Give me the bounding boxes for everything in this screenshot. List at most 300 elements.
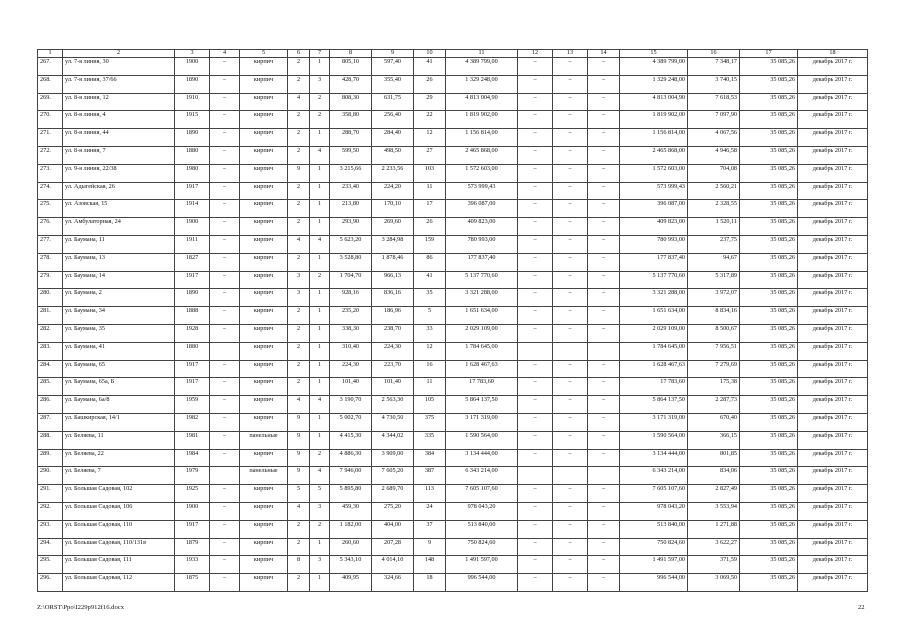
year-built-cell: 1925 (175, 485, 210, 503)
column-number-header-row (38, 50, 868, 58)
residents-cell: 35 (414, 289, 446, 307)
cost-col-13-cell: – (553, 200, 588, 218)
total-area-cell: 5 002,70 (330, 413, 372, 431)
living-area-cell: 4 730,50 (372, 413, 414, 431)
cost-col-13-cell: – (553, 413, 588, 431)
total-cost-cell: 2 029 109,00 (446, 324, 518, 342)
residents-cell: 12 (414, 342, 446, 360)
total-area-cell: 4 886,30 (330, 449, 372, 467)
total-area-cell: 293,90 (330, 218, 372, 236)
year-built-cell: 1910 (175, 93, 210, 111)
year-reconstructed-cell: – (210, 431, 240, 449)
row-number-cell: 285. (38, 378, 63, 396)
living-area-cell: 4 014,10 (372, 556, 414, 574)
cost-col-12-cell: – (518, 93, 553, 111)
floors-cell: 2 (288, 360, 310, 378)
floors-cell: 2 (288, 538, 310, 556)
total-cost-cell: 750 824,60 (446, 538, 518, 556)
cost-per-sqm-cell: 2 328,55 (688, 200, 740, 218)
floors-cell: 2 (288, 200, 310, 218)
row-number-cell: 282. (38, 324, 63, 342)
year-reconstructed-cell: – (210, 502, 240, 520)
deadline-cell: декабрь 2017 г. (798, 129, 868, 147)
cost-total-cell: 1 628 467,63 (620, 360, 688, 378)
residents-cell: 26 (414, 75, 446, 93)
entrances-cell: 1 (310, 324, 330, 342)
floors-cell: 4 (288, 235, 310, 253)
year-reconstructed-cell: – (210, 556, 240, 574)
entrances-cell: 1 (310, 218, 330, 236)
table-row (38, 253, 868, 271)
cost-col-13-cell: – (553, 378, 588, 396)
floors-cell: 2 (288, 520, 310, 538)
column-header-8: 8 (330, 50, 372, 58)
floors-cell: 9 (288, 431, 310, 449)
cost-col-12-cell: – (518, 520, 553, 538)
limit-cost-per-sqm-cell: 35 085,26 (740, 342, 798, 360)
year-reconstructed-cell: – (210, 413, 240, 431)
address-cell: ул. Азовская, 15 (63, 200, 175, 218)
residents-cell: 159 (414, 235, 446, 253)
column-header-6: 6 (288, 50, 310, 58)
cost-col-14-cell: – (588, 324, 620, 342)
limit-cost-per-sqm-cell: 35 085,26 (740, 58, 798, 76)
limit-cost-per-sqm-cell: 35 085,26 (740, 182, 798, 200)
deadline-cell: декабрь 2017 г. (798, 360, 868, 378)
year-built-cell: 1982 (175, 413, 210, 431)
cost-col-12-cell: – (518, 182, 553, 200)
living-area-cell: 498,50 (372, 146, 414, 164)
year-reconstructed-cell: – (210, 182, 240, 200)
address-cell: ул. Большая Садовая, 110/131в (63, 538, 175, 556)
cost-col-14-cell: – (588, 360, 620, 378)
year-reconstructed-cell: – (210, 360, 240, 378)
address-cell: ул. Беляева, 11 (63, 431, 175, 449)
cost-col-12-cell: – (518, 75, 553, 93)
row-number-cell: 271. (38, 129, 63, 147)
total-cost-cell: 1 819 902,00 (446, 111, 518, 129)
cost-col-12-cell: – (518, 324, 553, 342)
deadline-cell: декабрь 2017 г. (798, 146, 868, 164)
floors-cell: 2 (288, 324, 310, 342)
residents-cell: 18 (414, 574, 446, 592)
cost-col-14-cell: – (588, 129, 620, 147)
wall-material-cell: кирпич (240, 218, 288, 236)
cost-col-13-cell: – (553, 538, 588, 556)
row-number-cell: 281. (38, 307, 63, 325)
year-built-cell: 1981 (175, 431, 210, 449)
limit-cost-per-sqm-cell: 35 085,26 (740, 556, 798, 574)
cost-col-12-cell: – (518, 218, 553, 236)
cost-total-cell: 1 651 634,00 (620, 307, 688, 325)
address-cell: ул. Баумана, 65а, Б (63, 378, 175, 396)
table-row (38, 235, 868, 253)
total-cost-cell: 2 465 868,00 (446, 146, 518, 164)
entrances-cell: 1 (310, 200, 330, 218)
entrances-cell: 2 (310, 111, 330, 129)
limit-cost-per-sqm-cell: 35 085,26 (740, 164, 798, 182)
deadline-cell: декабрь 2017 г. (798, 93, 868, 111)
residents-cell: 29 (414, 93, 446, 111)
cost-total-cell: 1 590 564,00 (620, 431, 688, 449)
residents-cell: 27 (414, 146, 446, 164)
cost-col-12-cell: – (518, 360, 553, 378)
year-built-cell: 1917 (175, 271, 210, 289)
floors-cell: 9 (288, 467, 310, 485)
cost-total-cell: 7 605 107,60 (620, 485, 688, 503)
cost-col-13-cell (553, 467, 588, 485)
cost-col-14-cell: – (588, 538, 620, 556)
table-row (38, 307, 868, 325)
residents-cell: 148 (414, 556, 446, 574)
table-row (38, 574, 868, 592)
limit-cost-per-sqm-cell: 35 085,26 (740, 413, 798, 431)
deadline-cell: декабрь 2017 г. (798, 182, 868, 200)
entrances-cell: 4 (310, 146, 330, 164)
floors-cell: 9 (288, 164, 310, 182)
cost-total-cell: 177 837,40 (620, 253, 688, 271)
limit-cost-per-sqm-cell: 35 085,26 (740, 307, 798, 325)
residents-cell: 41 (414, 271, 446, 289)
limit-cost-per-sqm-cell: 35 085,26 (740, 324, 798, 342)
limit-cost-per-sqm-cell: 35 085,26 (740, 502, 798, 520)
total-cost-cell: 5 864 137,50 (446, 396, 518, 414)
cost-total-cell: 5 864 137,50 (620, 396, 688, 414)
deadline-cell: декабрь 2017 г. (798, 164, 868, 182)
address-cell: ул. Баумана, 34 (63, 307, 175, 325)
floors-cell: 3 (288, 289, 310, 307)
cost-col-14-cell: – (588, 520, 620, 538)
cost-per-sqm-cell: 801,85 (688, 449, 740, 467)
address-cell: ул. Баумана, 6а/8 (63, 396, 175, 414)
total-area-cell: 3 528,80 (330, 253, 372, 271)
cost-col-13-cell: – (553, 111, 588, 129)
deadline-cell: декабрь 2017 г. (798, 324, 868, 342)
cost-col-12-cell: – (518, 431, 553, 449)
cost-col-13-cell: – (553, 146, 588, 164)
year-built-cell: 1915 (175, 111, 210, 129)
year-built-cell: 1914 (175, 200, 210, 218)
row-number-cell: 284. (38, 360, 63, 378)
address-cell: ул. Беляева, 7 (63, 467, 175, 485)
table-row (38, 342, 868, 360)
residents-cell: 5 (414, 307, 446, 325)
deadline-cell: декабрь 2017 г. (798, 58, 868, 76)
table-row (38, 75, 868, 93)
cost-per-sqm-cell: 371,59 (688, 556, 740, 574)
living-area-cell: 101,40 (372, 378, 414, 396)
table-row (38, 449, 868, 467)
deadline-cell: декабрь 2017 г. (798, 235, 868, 253)
year-built-cell: 1879 (175, 538, 210, 556)
table-row (38, 58, 868, 76)
total-cost-cell: 1 329 248,00 (446, 75, 518, 93)
cost-col-12-cell (518, 467, 553, 485)
deadline-cell: декабрь 2017 г. (798, 271, 868, 289)
row-number-cell: 269. (38, 93, 63, 111)
residents-cell: 86 (414, 253, 446, 271)
cost-col-14-cell: – (588, 413, 620, 431)
year-built-cell: 1984 (175, 449, 210, 467)
column-header-7: 7 (310, 50, 330, 58)
column-header-9: 9 (372, 50, 414, 58)
cost-total-cell: 396 087,00 (620, 200, 688, 218)
cost-total-cell: 4 813 004,90 (620, 93, 688, 111)
wall-material-cell: кирпич (240, 520, 288, 538)
limit-cost-per-sqm-cell: 35 085,26 (740, 218, 798, 236)
column-header-10: 10 (414, 50, 446, 58)
column-header-15: 15 (620, 50, 688, 58)
cost-per-sqm-cell: 670,40 (688, 413, 740, 431)
deadline-cell: декабрь 2017 г. (798, 413, 868, 431)
deadline-cell: декабрь 2017 г. (798, 538, 868, 556)
total-area-cell: 260,60 (330, 538, 372, 556)
floors-cell: 2 (288, 58, 310, 76)
year-reconstructed-cell (210, 342, 240, 360)
total-cost-cell: 4 813 004,90 (446, 93, 518, 111)
total-cost-cell: 573 999,43 (446, 182, 518, 200)
residents-cell: 12 (414, 129, 446, 147)
row-number-cell: 291. (38, 485, 63, 503)
wall-material-cell: кирпич (240, 449, 288, 467)
cost-col-12-cell: – (518, 502, 553, 520)
cost-total-cell: 780 993,00 (620, 235, 688, 253)
cost-col-14-cell: – (588, 574, 620, 592)
living-area-cell: 3 909,00 (372, 449, 414, 467)
row-number-cell: 293. (38, 520, 63, 538)
year-reconstructed-cell: – (210, 129, 240, 147)
wall-material-cell: кирпич (240, 58, 288, 76)
cost-col-14-cell: – (588, 146, 620, 164)
table-row (38, 271, 868, 289)
cost-col-12-cell: – (518, 111, 553, 129)
year-built-cell: 1890 (175, 289, 210, 307)
entrances-cell: 2 (310, 449, 330, 467)
year-built-cell: 1900 (175, 58, 210, 76)
cost-col-12-cell: – (518, 289, 553, 307)
year-reconstructed-cell: – (210, 235, 240, 253)
deadline-cell: декабрь 2017 г. (798, 396, 868, 414)
address-cell: ул. 7-я линия, 30 (63, 58, 175, 76)
wall-material-cell: панельные (240, 431, 288, 449)
wall-material-cell: кирпич (240, 574, 288, 592)
wall-material-cell: панельные (240, 467, 288, 485)
entrances-cell: 1 (310, 182, 330, 200)
living-area-cell: 966,13 (372, 271, 414, 289)
year-built-cell: 1933 (175, 556, 210, 574)
table-row (38, 502, 868, 520)
entrances-cell: 1 (310, 574, 330, 592)
entrances-cell: 2 (310, 271, 330, 289)
cost-per-sqm-cell: 7 279,69 (688, 360, 740, 378)
year-built-cell: 1917 (175, 360, 210, 378)
limit-cost-per-sqm-cell: 35 085,26 (740, 378, 798, 396)
cost-per-sqm-cell: 834,06 (688, 467, 740, 485)
limit-cost-per-sqm-cell: 35 085,26 (740, 235, 798, 253)
wall-material-cell: кирпич (240, 271, 288, 289)
cost-col-14-cell: – (588, 164, 620, 182)
cost-col-12-cell: – (518, 58, 553, 76)
limit-cost-per-sqm-cell: 35 085,26 (740, 271, 798, 289)
row-number-cell: 276. (38, 218, 63, 236)
year-reconstructed-cell: – (210, 271, 240, 289)
floors-cell: 2 (288, 111, 310, 129)
total-cost-cell: 3 171 319,00 (446, 413, 518, 431)
residents-cell: 105 (414, 396, 446, 414)
housing-register-table (37, 49, 868, 592)
total-cost-cell: 3 321 288,00 (446, 289, 518, 307)
year-reconstructed-cell: – (210, 574, 240, 592)
year-built-cell: 1900 (175, 218, 210, 236)
total-area-cell: 5 343,10 (330, 556, 372, 574)
cost-col-14-cell: – (588, 182, 620, 200)
wall-material-cell: кирпич (240, 378, 288, 396)
cost-per-sqm-cell: 2 827,49 (688, 485, 740, 503)
cost-total-cell: 1 784 645,00 (620, 342, 688, 360)
year-built-cell: 1917 (175, 520, 210, 538)
cost-total-cell: 4 389 799,00 (620, 58, 688, 76)
table-row (38, 289, 868, 307)
wall-material-cell: кирпич (240, 360, 288, 378)
row-number-cell: 272. (38, 146, 63, 164)
table-row (38, 431, 868, 449)
total-cost-cell: 1 491 597,00 (446, 556, 518, 574)
address-cell: ул. Баумана, 13 (63, 253, 175, 271)
cost-per-sqm-cell: 8 500,67 (688, 324, 740, 342)
cost-total-cell: 2 465 868,00 (620, 146, 688, 164)
cost-total-cell: 1 819 902,00 (620, 111, 688, 129)
total-cost-cell: 17 783,60 (446, 378, 518, 396)
wall-material-cell: кирпич (240, 182, 288, 200)
year-built-cell: 1928 (175, 324, 210, 342)
deadline-cell: декабрь 2017 г. (798, 485, 868, 503)
wall-material-cell: кирпич (240, 289, 288, 307)
column-header-12: 12 (518, 50, 553, 58)
cost-total-cell: 2 029 109,00 (620, 324, 688, 342)
year-reconstructed-cell: – (210, 218, 240, 236)
living-area-cell: 269,60 (372, 218, 414, 236)
year-reconstructed-cell: – (210, 58, 240, 76)
row-number-cell: 292. (38, 502, 63, 520)
total-cost-cell: 1 590 564,00 (446, 431, 518, 449)
cost-col-12-cell: – (518, 538, 553, 556)
year-built-cell: 1900 (175, 502, 210, 520)
living-area-cell: 836,16 (372, 289, 414, 307)
total-area-cell: 7 946,00 (330, 467, 372, 485)
residents-cell: 22 (414, 111, 446, 129)
deadline-cell: декабрь 2017 г. (798, 253, 868, 271)
limit-cost-per-sqm-cell: 35 085,26 (740, 111, 798, 129)
floors-cell: 2 (288, 129, 310, 147)
table-row (38, 218, 868, 236)
table-row (38, 200, 868, 218)
cost-col-14-cell: – (588, 307, 620, 325)
entrances-cell: 1 (310, 164, 330, 182)
cost-col-13-cell: – (553, 235, 588, 253)
total-cost-cell: 6 343 214,00 (446, 467, 518, 485)
table-row (38, 324, 868, 342)
cost-total-cell: 3 321 288,00 (620, 289, 688, 307)
cost-total-cell: 978 043,20 (620, 502, 688, 520)
total-area-cell: 599,50 (330, 146, 372, 164)
cost-per-sqm-cell: 237,75 (688, 235, 740, 253)
cost-col-13-cell: – (553, 218, 588, 236)
floors-cell: 2 (288, 218, 310, 236)
residents-cell: 11 (414, 378, 446, 396)
total-area-cell: 310,40 (330, 342, 372, 360)
cost-col-14-cell: – (588, 289, 620, 307)
total-area-cell: 428,70 (330, 75, 372, 93)
address-cell: ул. Адыгейская, 26 (63, 182, 175, 200)
cost-col-12-cell (518, 342, 553, 360)
cost-col-13-cell: – (553, 75, 588, 93)
cost-total-cell: 1 156 814,00 (620, 129, 688, 147)
total-cost-cell: 1 572 603,00 (446, 164, 518, 182)
limit-cost-per-sqm-cell: 35 085,26 (740, 520, 798, 538)
total-area-cell: 928,16 (330, 289, 372, 307)
total-area-cell: 213,80 (330, 200, 372, 218)
cost-col-13-cell (553, 342, 588, 360)
limit-cost-per-sqm-cell: 35 085,26 (740, 253, 798, 271)
table-row (38, 129, 868, 147)
year-built-cell: 1880 (175, 146, 210, 164)
cost-col-13-cell: – (553, 58, 588, 76)
residents-cell: 113 (414, 485, 446, 503)
limit-cost-per-sqm-cell: 35 085,26 (740, 467, 798, 485)
year-reconstructed-cell: – (210, 378, 240, 396)
living-area-cell: 355,40 (372, 75, 414, 93)
cost-col-12-cell: – (518, 307, 553, 325)
living-area-cell: 186,96 (372, 307, 414, 325)
living-area-cell: 224,30 (372, 342, 414, 360)
living-area-cell: 275,20 (372, 502, 414, 520)
total-area-cell: 338,30 (330, 324, 372, 342)
deadline-cell: декабрь 2017 г. (798, 431, 868, 449)
cost-col-13-cell: – (553, 271, 588, 289)
total-area-cell: 224,30 (330, 360, 372, 378)
address-cell: ул. 8-я линия, 12 (63, 93, 175, 111)
entrances-cell: 1 (310, 360, 330, 378)
cost-total-cell: 3 134 444,00 (620, 449, 688, 467)
limit-cost-per-sqm-cell: 35 085,26 (740, 538, 798, 556)
year-built-cell: 1888 (175, 307, 210, 325)
year-built-cell: 1875 (175, 574, 210, 592)
cost-per-sqm-cell: 4 946,58 (688, 146, 740, 164)
entrances-cell: 1 (310, 413, 330, 431)
total-cost-cell: 1 784 645,00 (446, 342, 518, 360)
deadline-cell: декабрь 2017 г. (798, 556, 868, 574)
living-area-cell: 224,20 (372, 182, 414, 200)
entrances-cell: 4 (310, 235, 330, 253)
row-number-cell: 278. (38, 253, 63, 271)
cost-total-cell: 3 171 319,00 (620, 413, 688, 431)
residents-cell: 11 (414, 182, 446, 200)
living-area-cell: 3 284,98 (372, 235, 414, 253)
entrances-cell: 3 (310, 556, 330, 574)
living-area-cell: 1 878,46 (372, 253, 414, 271)
entrances-cell: 1 (310, 431, 330, 449)
year-reconstructed-cell: – (210, 75, 240, 93)
living-area-cell: 324,66 (372, 574, 414, 592)
total-cost-cell: 3 134 444,00 (446, 449, 518, 467)
year-reconstructed-cell: – (210, 146, 240, 164)
living-area-cell: 170,10 (372, 200, 414, 218)
file-path-footer: Z:\ORST\Ppo\I229p912f16.docx (37, 604, 125, 611)
wall-material-cell: кирпич (240, 556, 288, 574)
entrances-cell: 3 (310, 75, 330, 93)
total-cost-cell: 996 544,00 (446, 574, 518, 592)
address-cell: ул. Баумана, 2 (63, 289, 175, 307)
